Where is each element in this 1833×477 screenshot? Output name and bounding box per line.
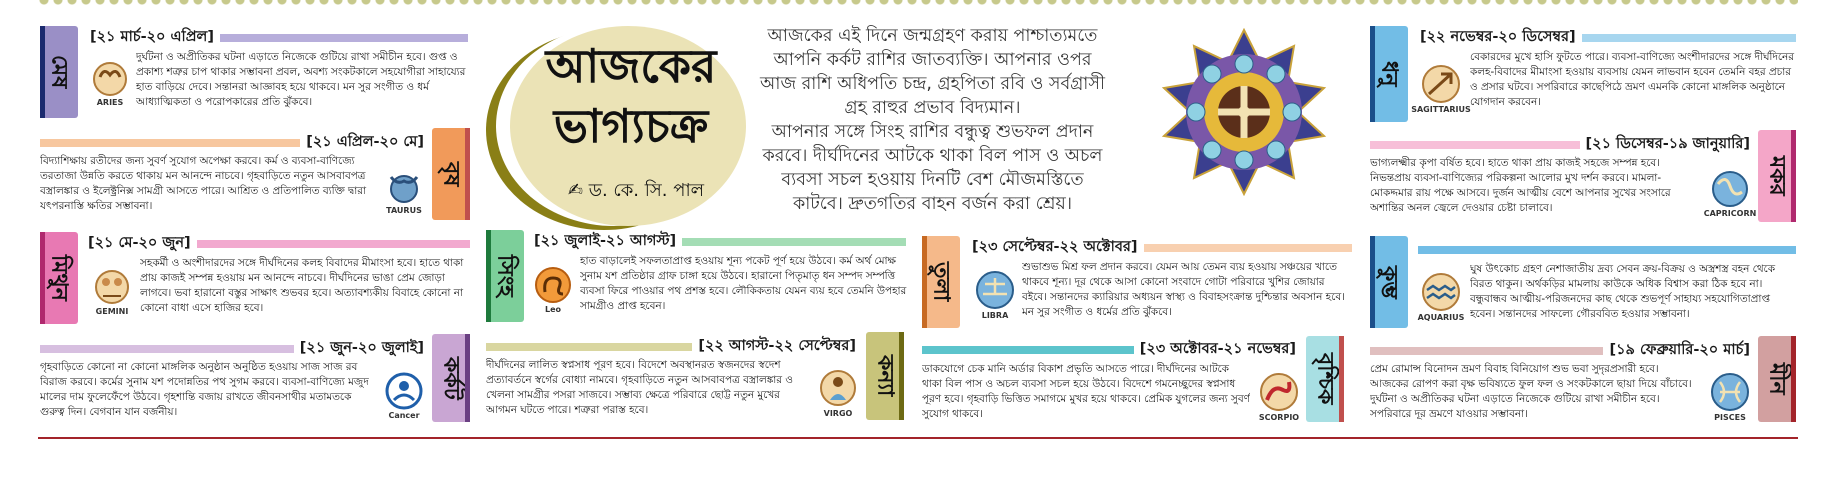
sign-name-makar: মকর [1764, 156, 1790, 196]
tab-simha [486, 230, 524, 322]
text-dhanu: বেকারদের মুখে হাসি ফুটতে পারে। ব্যবসা-বাণিজ্যে অংশীদারদের সঙ্গে দীর্ঘদিনের কলহ-বিবাদের মীমাংসা হওয়ায় ব্যবসায় যেমন লাভবান হবেন তেমনি বহর প্রচার ও প্রসার ঘটবে। সপরিবারে কাছেপিঠে ভ্রমণ এমনকি কোনো মাঙ্গলিক অনুষ্ঠানে যোগদান করবেন। [1470, 51, 1794, 108]
tab-edge-kanya [899, 332, 904, 420]
tab-edge-tula [922, 236, 927, 328]
tab-edge-dhanu [1370, 26, 1375, 122]
bar-kanya [486, 343, 692, 351]
date-mesh: [২১ মার্চ-২০ এপ্রিল] [88, 26, 220, 50]
pisces-icon: PISCES [1704, 368, 1756, 426]
intro-text [755, 24, 1110, 216]
text-brish: বিদ্যাশিক্ষায় রতীদের জন্য সুবর্ণ সুযোগ অপেক্ষা করবে। কর্ম ও ব্যবসা-বাণিজ্যে তরতাজা উন্নতি করতে থাকায় মন আনন্দে নাচবে। গৃহবাড়িতে নতুন আসবাবপত্র বস্ত্রালঙ্কার ও ইলেক্ট্রনিক্স সামগ্রী আসতে পারে। আশ্রিত ও প্রতিপালিত ব্যক্তি দ্বারা যৎপরনাস্তি ক্ষতির সম্ভাবনা। [40, 155, 366, 212]
bar-kumbha [1418, 246, 1796, 254]
tab-dhanu [1370, 26, 1408, 122]
header-makar [1370, 135, 1756, 155]
date-simha: [২১ জুলাই-২১ আগস্ট] [532, 230, 682, 254]
header-karkat [40, 339, 430, 359]
text-mithun: সহকর্মী ও অংশীদারদের সঙ্গে দীর্ঘদিনের কলহ বিবাদের মীমাংসা হবে। হাতে থাকা প্রায় কাজই সম্পন্ন হওয়ায় মন আনন্দে নাচবে। দীর্ঘদিনের ভাঙা প্রেম জোড়া লাগবে। ভবা হারানো বস্তুর সাক্ষাৎ শুভবর হবে। অত্যাবশ্যকীয় বিবাহে কোনো না কোনো বাধা এসে হাজির হবে। [140, 257, 464, 314]
bar-karkat [40, 345, 294, 353]
sign-name-meen: মীন [1764, 363, 1790, 395]
tab-mithun [40, 232, 78, 324]
sign-name-kumbha: কুম্ভ [1376, 265, 1402, 299]
bottom-rule [38, 437, 1798, 439]
text-karkat: গৃহবাড়িতে কোনো না কোনো মাঙ্গলিক অনুষ্ঠান অনুষ্ঠিত হওয়ায় সাজ সাজ রব বিরাজ করবে। কর্মের সুনাম যশ পদোন্নতির পথ সুগম করবে। ব্যবসা-বাণিজ্যে মজুদ মালের দাম ফুলেফেঁপে উঠবে। গৃহশান্তি বজায় রাখতে জীবনসাথীর মতামতকে গুরুত্ব দিন। বেগবান যান বর্জনীয়। [40, 361, 369, 418]
tab-edge-brishchik [1339, 336, 1344, 422]
bar-makar [1370, 141, 1580, 149]
tab-tula [922, 236, 960, 328]
aries-icon: ARIES [88, 58, 132, 110]
author-line [536, 176, 736, 207]
date-brish: [২১ এপ্রিল-২০ মে] [300, 131, 430, 155]
header-kanya [486, 337, 862, 357]
tab-edge-simha [486, 230, 491, 322]
text-simha: হাত বাড়ালেই সফলতাপ্রাপ্ত হওয়ায় শূন্য পকেট পূর্ণ হয়ে উঠবে। কর্ম অর্থ মোক্ষ সুনাম যশ প্রতিষ্ঠার গ্রাফ চাঙ্গা হয়ে উঠবে। হারানো পিতৃমাতৃ ধন সম্পদ সম্পত্তি ব্যবসা ফিরে পাওয়ার পথ প্রশস্ত হবে। লৌকিকতায় যেমন ব্যয় হবে তেমনি উপহার সামগ্রীও প্রাপ্ত হবেন। [580, 255, 907, 312]
header-kumbha [1418, 240, 1796, 260]
tab-edge-makar [1791, 130, 1796, 222]
intro-para2: আপনার সঙ্গে সিংহ রাশির বন্ধুত্ব শুভফল প্রদান করবে। দীর্ঘদিনের আটকে থাকা বিল পাস ও অচল ব্যবসা সচল হওয়ায় দিনটি বেশ মৌজমস্তিতে কাটবে। দ্রুতগতির বাহন বর্জন করা শ্রেয়। [762, 122, 1103, 214]
tab-edge-karkat [465, 334, 470, 422]
bar-mithun [197, 240, 470, 248]
gemini-icon: GEMINI [88, 264, 136, 320]
text-tula: শুভাশুভ মিশ্র ফল প্রদান করবে। যেমন আয় তেমন ব্যয় হওয়ায় সঞ্চয়ের খাতে থাকবে শূন্য। দূর থেকে আসা কোনো সংবাদে গোটা পরিবারে খুশির জোয়ার বইবে। সন্তানদের ক্যারিয়ার অধ্যয়ন স্বাস্থ্য ও বিবাহসংক্রান্ত দুশ্চিন্তার অবসান হবে। মন সুর সংগীত ও ধর্মের প্রতি ঝুঁকবে। [1022, 261, 1345, 318]
pen-nib-icon: ✍ [567, 180, 583, 201]
header-brishchik [922, 340, 1302, 360]
sign-name-karkat: কর্কট [438, 356, 464, 400]
header-dhanu [1418, 28, 1796, 48]
masthead-title-line2: ভাগ্যচক্র [553, 99, 709, 153]
date-karkat: [২১ জুন-২০ জুলাই] [294, 337, 430, 361]
bar-dhanu [1582, 34, 1796, 42]
text-kanya: দীর্ঘদিনের লালিত স্বপ্নসাধ পূরণ হবে। বিদেশে অবস্থানরত স্বজনদের স্বদেশ প্রত্যাবর্তনে স্বর্গের বোধ্যা নামবে। গৃহবাড়িতে নতুন আসবাবপত্র বস্ত্রালঙ্কার ও খেলনা সামগ্রীর পসরা সাজবে। সম্ভাব্য ক্ষেত্রে পরিবারে ছোট্ট নতুন মুখের আগমন ঘটতে পারে। শত্রুরা পরাস্ত হবে। [486, 359, 793, 416]
tab-edge-kumbha [1370, 236, 1375, 328]
capricorn-icon: CAPRICORN [1704, 166, 1756, 222]
bar-simha [682, 238, 906, 246]
top-zigzag-border [38, 0, 1798, 10]
bar-meen [1370, 347, 1603, 355]
tab-kumbha [1370, 236, 1408, 328]
header-mithun [86, 234, 470, 254]
date-meen: [১৯ ফেব্রুয়ারি-২০ মার্চ] [1603, 339, 1756, 363]
header-meen [1370, 341, 1756, 361]
tab-mesh [40, 26, 78, 118]
sign-name-brish: বৃষ [438, 161, 464, 187]
sign-name-simha: সিংহ [492, 255, 518, 297]
tab-edge-brish [465, 128, 470, 220]
bar-brishchik [922, 346, 1134, 354]
sign-name-mesh: মেষ [46, 55, 72, 89]
tab-edge-mithun [40, 232, 45, 324]
libra-icon: LIBRA [970, 266, 1020, 324]
text-meen: প্রেম রোমান্স বিনোদন ভ্রমণ বিবাহ বিনিয়োগ শুভ ভবা সুদৃরপ্রসারী হবে। আজকের রোপণ করা বৃক্ষ ভবিষ্যতে ফুল ফল ও সংকটকালে ছায়া দিয়ে বাঁচাবে। দুর্ঘটনা ও অপ্রীতিকর ঘটনা এড়াতে নিজেকে গুটিয়ে রাখা সমীচীন হবে। সপরিবারে দূর ভ্রমণে যাওয়ার সম্ভাবনা। [1370, 363, 1692, 420]
zodiac-wheel-icon [1160, 28, 1328, 196]
date-brishchik: [২৩ অক্টোবর-২১ নভেম্বর] [1134, 338, 1302, 362]
text-kumbha: ঘুষ উৎকোচ গ্রহণ নেশাজাতীয় দ্রব্য সেবন ক্রয়-বিক্রয় ও অস্ত্রশস্ত্র বহন থেকে বিরত থাকুন। অর্থকড়ির মামলায় কাউকে অধিক বিশ্বাস করা ঠিক হবে না। বন্ধুবান্ধব আত্মীয়-পরিজনদের কাছ থেকে শুভপূর্ণ সাহায্য সহযোগিতাপ্রাপ্ত হবেন। সন্তানদের সাফল্যে গৌরববিত হওয়ার সম্ভাবনা। [1470, 263, 1776, 320]
leo-icon: Leo [530, 262, 576, 318]
masthead-title-line1: আজকের [545, 39, 717, 93]
date-makar: [২১ ডিসেম্বর-১৯ জানুয়ারি] [1580, 133, 1756, 157]
date-mithun: [২১ মে-২০ জুন] [86, 232, 197, 256]
tab-edge-mesh [40, 26, 45, 118]
text-makar: ভাগ্যলক্ষ্মীর কৃপা বর্ষিত হবে। হাতে থাকা প্রায় কাজই সহজে সম্পন্ন হবে। নিভন্তপ্রায় ব্যবসা-বাণিজ্যের পরিকল্পনা আলোর মুখ দর্শন করবে। মামলা-মোকদ্দমার রায় পক্ষে আসবে। দুর্জন আত্মীয় বেশে আপনার সুখের সংসারে অশান্তির অনল জ্বেলে দেওয়ার চেষ্টা চালাবে। [1370, 157, 1671, 214]
scorpio-icon: SCORPIO [1254, 368, 1304, 426]
header-simha [532, 232, 906, 252]
intro-para1: আজকের এই দিনে জন্মগ্রহণ করায় পাশ্চাত্যমতে আপনি কর্কট রাশির জাতব্যক্তি। আপনার ওপর আজ রাশি অধিপতি চন্দ্র, গ্রহপিতা রবি ও সর্বগ্রাসী গ্রহ রাহুর প্রভাব বিদ্যমান। [760, 26, 1105, 118]
tab-edge-meen [1791, 336, 1796, 422]
text-brishchik: ডাকযোগে চেক মানি অর্ডার বিকাশ প্রভৃতি আসতে পারে। দীর্ঘদিনের আটকে থাকা বিল পাস ও অচল ব্যবসা সচল হয়ে উঠবে। বিদেশে গমনেচ্ছুদের স্বপ্নসাধ পূরণ হবে। গৃহবাড়ি ভিত্তিত সমাগমে মুখর হয়ে থাকবে। প্রেমিক যুগলের জন্য সুবর্ণ সুযোগ থাকবে। [922, 363, 1250, 420]
sign-name-brishchik: বৃশ্চিক [1312, 353, 1338, 405]
date-kanya: [২২ আগস্ট-২২ সেপ্টেম্বর] [692, 335, 862, 359]
sign-name-mithun: মিথুন [46, 255, 72, 301]
date-dhanu: [২২ নভেম্বর-২০ ডিসেম্বর] [1418, 26, 1582, 50]
sign-name-kanya: কন্যা [872, 355, 898, 397]
cancer-icon: Cancer [380, 368, 428, 424]
sagittarius-icon: SAGITTARIUS [1416, 60, 1466, 118]
aquarius-icon: AQUARIUS [1416, 268, 1466, 326]
author-name: ড. কে. সি. পাল [588, 180, 705, 201]
bar-brish [40, 139, 300, 147]
date-tula: [২৩ সেপ্টেম্বর-২২ অক্টোবর] [970, 236, 1144, 260]
text-mesh: দুর্ঘটনা ও অপ্রীতিকর ঘটনা এড়াতে নিজেকে গুটিয়ে রাখা সমীচীন হবে। গুপ্ত ও প্রকাশ্য শত্রুর চাপ থাকার সম্ভাবনা প্রবল, অবশ্য সংকটকালে সহযোগীরা সাহায্যের হাত বাড়িয়ে দেবে। সন্তানরা আজ্ঞাবহ হয়ে থাকবে। মন সুর সংগীত ও ধর্ম আধ্যাত্মিকতা ও পরোপকারের প্রতি ঝুঁকবে। [136, 51, 466, 108]
sign-name-dhanu: ধনু [1376, 61, 1402, 87]
taurus-icon: TAURUS [380, 166, 428, 218]
sign-name-tula: তুলা [928, 262, 954, 302]
bar-mesh [220, 34, 468, 42]
bar-tula [1144, 244, 1353, 252]
header-brish [40, 133, 430, 153]
masthead [496, 26, 746, 226]
header-tula [970, 238, 1352, 258]
virgo-icon: VIRGO [814, 364, 862, 422]
header-mesh [88, 28, 468, 48]
